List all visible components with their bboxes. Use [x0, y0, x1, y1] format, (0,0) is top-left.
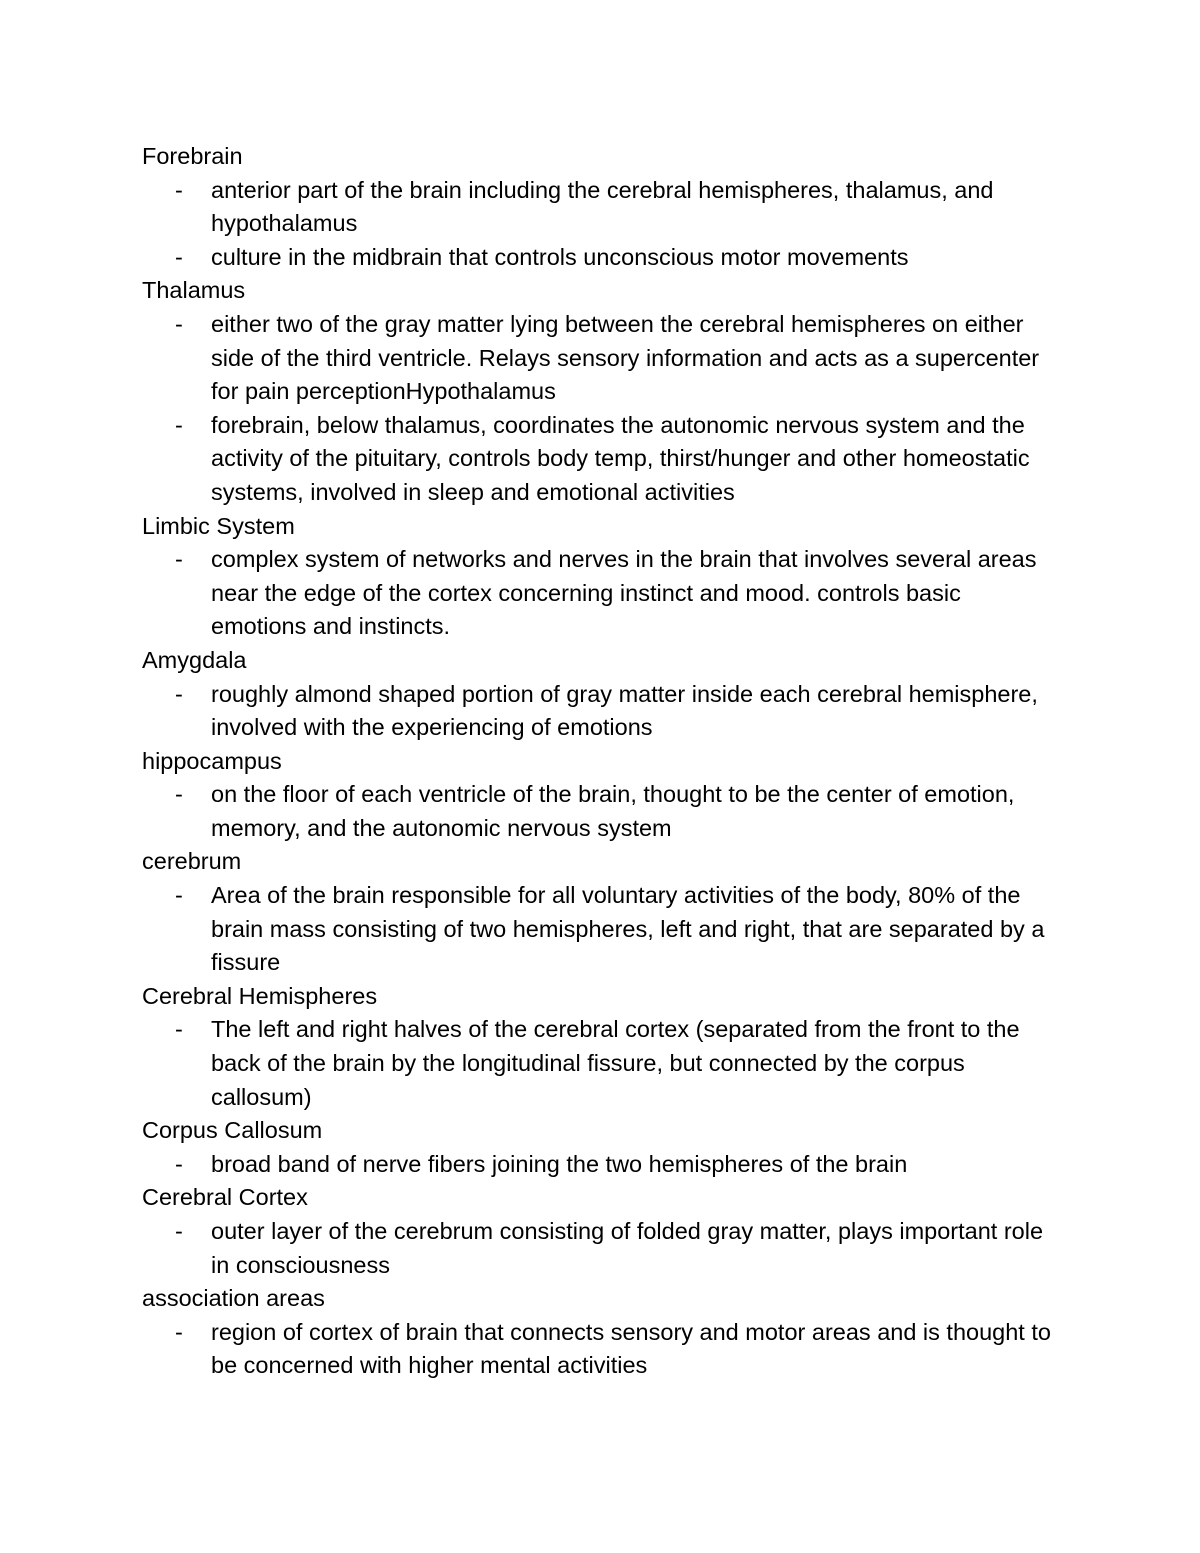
- definition-list: [142, 174, 1062, 275]
- definition-list: [142, 1316, 1062, 1383]
- bullet-dash: -: [175, 882, 183, 909]
- term-heading: association areas: [142, 1285, 325, 1312]
- term-heading: Forebrain: [142, 143, 243, 169]
- definition-text: broad band of nerve fibers joining the two hemispheres of the brain: [211, 1150, 908, 1177]
- definition-list: [142, 1013, 1062, 1114]
- definition-item: [142, 1013, 1062, 1114]
- term-heading: Corpus Callosum: [142, 1117, 323, 1144]
- term-heading: Cerebral Hemispheres: [142, 982, 378, 1009]
- definition-item: [142, 678, 1062, 745]
- bullet-dash: -: [175, 1218, 183, 1244]
- definition-item: [142, 308, 1062, 409]
- definition-list: [142, 1148, 1062, 1182]
- definition-list: [142, 879, 1062, 980]
- definition-text: outer layer of the cerebrum consisting of folded gray matter, plays important role in consciousness: [211, 1218, 1044, 1278]
- bullet-dash: -: [175, 781, 183, 808]
- term-heading: Limbic System: [142, 512, 295, 539]
- bullet-dash: -: [175, 546, 183, 573]
- definition-list: [142, 778, 1062, 845]
- definition-text: culture in the midbrain that controls unconscious motor movements: [211, 243, 909, 270]
- definition-text: forebrain, below thalamus, coordinates the autonomic nervous system and the activity of the pituitary, controls body temp, thirst/hunger and other homeostatic systems, involved in sleep and emotional activities: [211, 411, 1030, 505]
- definition-item: [142, 1148, 1062, 1182]
- definition-list: [142, 1215, 1062, 1282]
- term-heading: Amygdala: [142, 646, 247, 673]
- definition-text: anterior part of the brain including the cerebral hemispheres, thalamus, and hypothalamus: [211, 176, 994, 237]
- term-heading: Cerebral Cortex: [142, 1184, 308, 1211]
- definition-text: The left and right halves of the cerebral cortex (separated from the front to the back of the brain by the longitudinal fissure, but connected by the corpus callosum): [211, 1016, 1020, 1110]
- term-heading: hippocampus: [142, 747, 282, 774]
- definition-text: on the floor of each ventricle of the brain, thought to be the center of emotion, memory, and the autonomic nervous system: [211, 781, 1015, 841]
- bullet-dash: -: [175, 411, 183, 438]
- definition-text: roughly almond shaped portion of gray matter inside each cerebral hemisphere, involved with the experiencing of emotions: [211, 680, 1038, 741]
- bullet-dash: -: [175, 243, 183, 270]
- definition-list: [142, 308, 1062, 510]
- bullet-dash: -: [175, 310, 183, 337]
- definition-text: complex system of networks and nerves in the brain that involves several areas near the edge of the cortex concerning instinct and mood. controls basic emotions and instincts.: [211, 546, 1037, 640]
- definition-text: region of cortex of brain that connects sensory and motor areas and is thought to be concerned with higher mental activities: [211, 1318, 1051, 1379]
- definition-text: either two of the gray matter lying between the cerebral hemispheres on either side of the third ventricle. Relays sensory information and acts as a supercenter for pain perceptionHypothalamus: [211, 310, 1040, 405]
- definition-list: [142, 543, 1062, 644]
- definition-item: [142, 778, 1062, 845]
- definition-text: Area of the brain responsible for all voluntary activities of the body, 80% of the brain mass consisting of two hemispheres, left and right, that are separated by a fissure: [211, 882, 1045, 976]
- bullet-dash: -: [175, 1016, 183, 1043]
- definition-item: [142, 1316, 1062, 1383]
- bullet-dash: -: [175, 176, 183, 203]
- definition-list: [142, 678, 1062, 745]
- notes-body: [142, 140, 1062, 1383]
- definition-item: [142, 174, 1062, 241]
- bullet-dash: -: [175, 680, 183, 707]
- definition-item: [142, 409, 1062, 510]
- definition-item: [142, 543, 1062, 644]
- definition-item: [142, 879, 1062, 980]
- bullet-dash: -: [175, 1150, 183, 1177]
- term-heading: Thalamus: [142, 277, 246, 304]
- term-heading: cerebrum: [142, 848, 242, 875]
- bullet-dash: -: [175, 1318, 183, 1345]
- definition-item: [142, 1215, 1062, 1282]
- definition-item: [142, 241, 1062, 275]
